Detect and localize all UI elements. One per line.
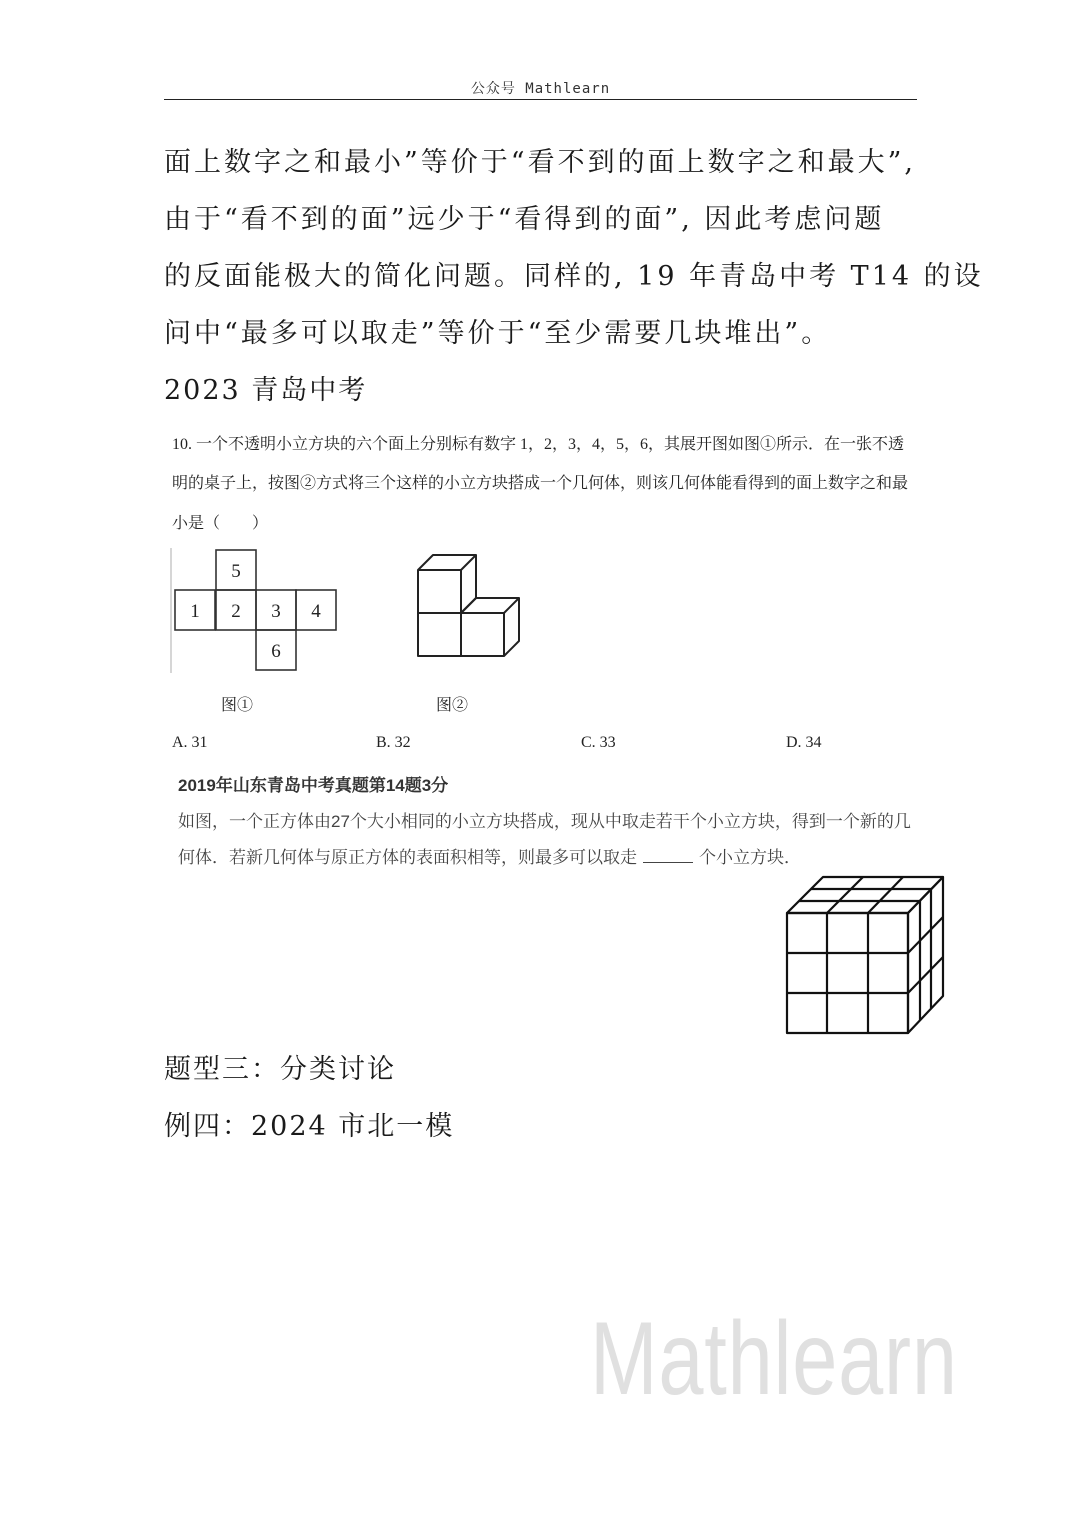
net-number: 1 [190,601,200,622]
net-number: 3 [271,601,281,622]
problem-2019-text: 何体．若新几何体与原正方体的表面积相等，则最多可以取走 [178,848,637,867]
header-rule [164,99,917,100]
paragraph-line: 的反面能极大的简化问题。同样的, 19 年青岛中考 T14 的设 [164,261,984,292]
section-example-four: 例四：2024 市北一模 [164,1111,455,1142]
section-heading-2023: 2023 青岛中考 [164,375,368,406]
paragraph-line: 问中“最多可以取走”等价于“至少需要几块堆出”。 [164,318,832,349]
answer-blank [643,848,693,863]
problem-10-line: 小是（ ） [172,515,269,532]
watermark: Mathlearn [590,1301,958,1417]
net-number: 4 [311,601,321,622]
choice-c: C. 33 [581,734,616,751]
page-header: 公众号 Mathlearn [470,81,611,97]
problem-2019-line: 如图，一个正方体由27个大小相同的小立方块搭成，现从中取走若干个小立方块，得到一个新的几 [178,812,911,831]
paragraph-line: 面上数字之和最小”等价于“看不到的面上数字之和最大”, [164,147,916,178]
choice-b: B. 32 [376,734,411,751]
net-number: 6 [271,641,281,662]
problem-2019-text: 个小立方块． [699,848,801,867]
rubik-cube-figure [780,872,950,1037]
problem-2019-line [178,843,801,868]
cube-net-figure [165,545,345,675]
section-type-three: 题型三：分类讨论 [164,1054,396,1085]
net-number: 2 [231,601,241,622]
figure-1-caption: 图① [221,697,254,714]
net-number: 5 [231,561,241,582]
problem-10-line: 明的桌子上，按图②方式将三个这样的小立方块搭成一个几何体，则该几何体能看得到的面上数字之和最 [172,475,909,492]
problem-2019-title: 2019年山东青岛中考真题第14题3分 [178,776,449,795]
paragraph-line: 由于“看不到的面”远少于“看得到的面”, 因此考虑问题 [164,204,885,235]
choice-a: A. 31 [172,734,208,751]
three-cubes-figure [415,550,525,660]
figure-2-caption: 图② [436,697,469,714]
choice-d: D. 34 [786,734,822,751]
problem-10-line: 10. 一个不透明小立方块的六个面上分别标有数字 1，2，3，4，5，6，其展开图如图①所示．在一张不透 [172,436,905,453]
